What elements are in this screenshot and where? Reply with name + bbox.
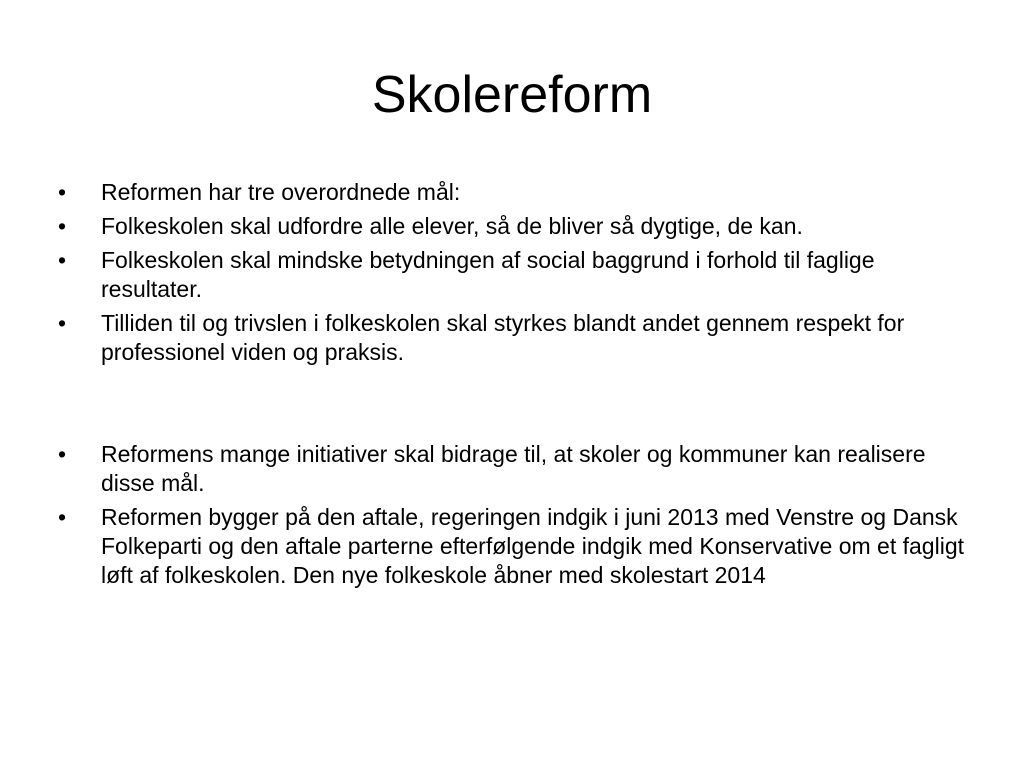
bullet-icon: • — [58, 213, 67, 239]
list-item-text: Reformen bygger på den aftale, regeringen indgik i juni 2013 med Venstre og Dansk Folkeparti og den aftale parterne efterfølgende indgik med Konservative om et fagligt løft af folkeskolen. Den nye folkeskole åbner med skolestart 2014 — [101, 504, 964, 588]
bullet-icon: • — [58, 179, 67, 205]
list-item — [58, 440, 978, 498]
slide-title: Skolereform — [371, 66, 653, 124]
list-item-text: Reformen har tre overordnede mål: — [101, 179, 461, 205]
list-item-text: Tilliden til og trivslen i folkeskolen skal styrkes blandt andet gennem respekt for professionel viden og praksis. — [101, 310, 905, 365]
bullet-icon: • — [58, 310, 67, 336]
list-item — [58, 246, 978, 304]
bullet-icon: • — [58, 441, 67, 467]
list-item-text: Folkeskolen skal mindske betydningen af social baggrund i forhold til faglige resultater. — [101, 247, 875, 302]
list-item — [58, 503, 978, 590]
list-item — [58, 212, 978, 241]
bullet-icon: • — [58, 247, 67, 273]
list-item — [58, 309, 978, 367]
bullet-list — [58, 178, 978, 595]
list-spacer — [58, 372, 978, 440]
list-item-text: Folkeskolen skal udfordre alle elever, så de bliver så dygtige, de kan. — [101, 213, 803, 239]
list-item-text: Reformens mange initiativer skal bidrage til, at skoler og kommuner kan realisere disse mål. — [101, 441, 926, 496]
list-item — [58, 178, 978, 207]
bullet-icon: • — [58, 504, 67, 530]
